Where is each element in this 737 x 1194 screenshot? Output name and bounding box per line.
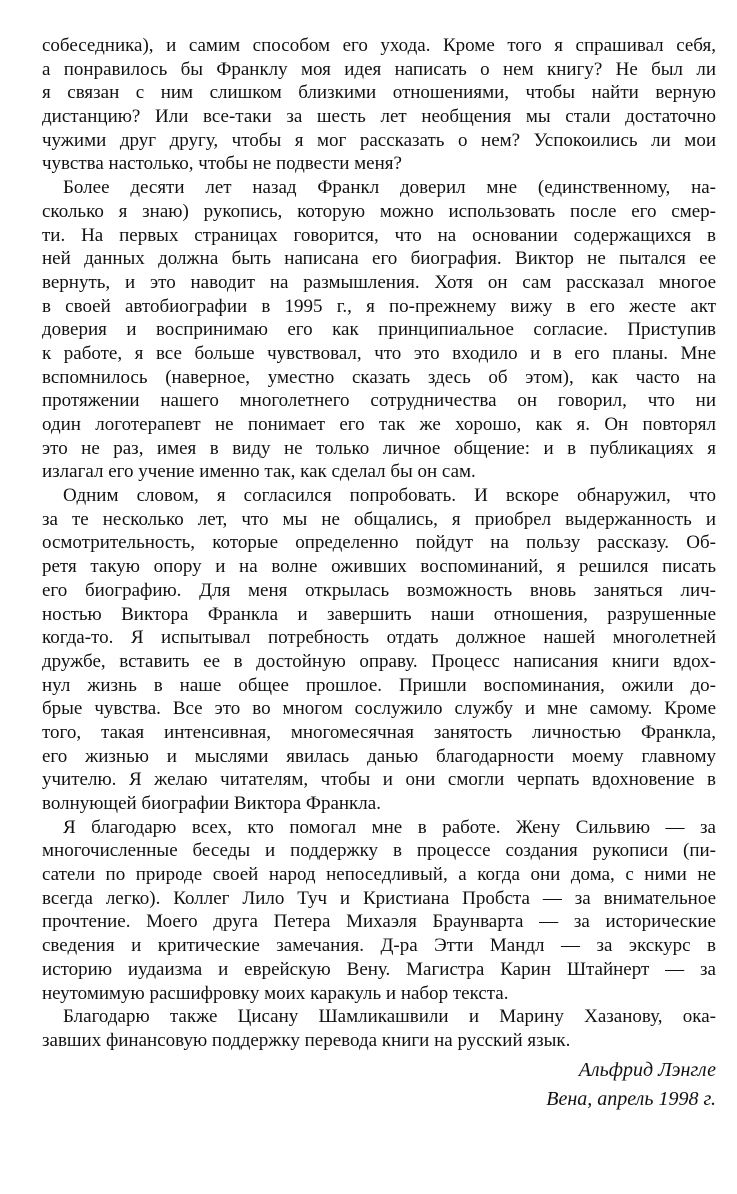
text-line: вспомнилось (наверное, уместно сказать здесь об этом), как часто на [42, 366, 716, 388]
text-line: сведения и критические замечания. Д-ра Этти Мандл — за экскурс в [42, 935, 716, 957]
text-line: брые чувства. Все это во многом сослужило службу и мне самому. Кроме [42, 698, 716, 720]
text-line: чувства настолько, чтобы не подвести меня? [42, 153, 402, 175]
text-line: Одним словом, я согласился попробовать. И вскоре обнаружил, что [63, 485, 716, 507]
signature-author: Альфрид Лэнгле [578, 1059, 716, 1081]
text-line: собеседника), и самим способом его ухода. Кроме того я спрашивал себя, [42, 35, 716, 56]
text-line: его жизнью и мыслями явилась данью благодарности моему главному [42, 745, 716, 767]
text-line: осмотрительность, которые определенно пойдут на пользу рассказу. Об- [42, 532, 716, 554]
text-line: его биографию. Для меня открылась возможность вновь заняться лич- [42, 579, 716, 601]
paragraph [42, 484, 716, 816]
text-line: чужими друг другу, чтобы я мог рассказать о нем? Успокоились ли мои [42, 129, 716, 151]
text-line: завших финансовую поддержку перевода книги на русский язык. [42, 1029, 571, 1051]
text-line: Я благодарю всех, кто помогал мне в работе. Жену Сильвию — за [63, 816, 716, 838]
text-line: ней данных должна быть написана его биография. Виктор не пытался ее [42, 248, 716, 270]
text-line: дружбе, вставить ее в достойную оправу. Процесс написания книги вдох- [42, 650, 716, 672]
text-line: многочисленные беседы и поддержку в процессе создания рукописи (пи- [42, 840, 716, 862]
text-line: за те несколько лет, что мы не общались, я приобрел выдержанность и [42, 508, 716, 530]
text-line: дистанцию? Или все-таки за шесть лет необщения мы стали достаточно [42, 106, 716, 128]
text-line: я связан с ним слишком близкими отношениями, чтобы найти верную [42, 82, 716, 104]
text-line: а понравилось бы Франклу моя идея написать о нем книгу? Не был ли [42, 58, 716, 80]
text-line: когда-то. Я испытывал потребность отдать должное нашей многолетней [42, 627, 716, 649]
text-line: вернуть, и это наводит на размышления. Хотя он сам рассказал многое [42, 271, 716, 293]
text-line: Более десяти лет назад Франкл доверил мне (единственному, на- [63, 177, 716, 199]
text-line: к работе, я все больше чувствовал, что это входило и в его планы. Мне [42, 342, 716, 364]
text-line: Благодарю также Цисану Шамликашвили и Марину Хазанову, ока- [63, 1006, 716, 1028]
text-line: в своей автобиографии в 1995 г., я по-прежнему вижу в его жесте акт [42, 295, 716, 317]
text-line: ретя такую опору и на волне оживших воспоминаний, я решился писать [42, 556, 716, 578]
text-line: учителю. Я желаю читателям, чтобы и они смогли черпать вдохновение в [42, 769, 716, 791]
text-line: излагал его учение именно так, как сделал бы он сам. [42, 461, 476, 483]
paragraph [42, 816, 716, 1006]
text-line: ти. На первых страницах говорится, что на основании содержащихся в [42, 224, 716, 246]
paragraph [42, 1005, 716, 1052]
text-line: всегда легко). Коллег Лило Туч и Кристиана Пробста — за внимательное [42, 887, 716, 909]
text-line: того, такая интенсивная, многомесячная занятость личностью Франкла, [42, 721, 716, 743]
text-line: историю иудаизма и еврейскую Вену. Магистра Карин Штайнерт — за [42, 958, 716, 980]
text-line: волнующей биографии Виктора Франкла. [42, 793, 381, 814]
text-line: сколько я знаю) рукопись, которую можно использовать после его смер- [42, 200, 716, 222]
signature-place-date: Вена, апрель 1998 г. [546, 1088, 716, 1110]
text-line: один логотерапевт не понимает его так же хорошо, как я. Он повторял [42, 414, 716, 435]
text-line: это не раз, имея в виду не только личное общение: и в публикациях я [42, 437, 716, 459]
paragraph [42, 176, 716, 484]
text-line: протяжении нашего многолетнего сотрудничества он говорил, что ни [42, 390, 716, 412]
document-body [42, 34, 716, 1053]
paragraph [42, 34, 716, 176]
text-line: доверия и воспринимаю его как принципиальное согласие. Приступив [42, 319, 716, 341]
text-line: прочтение. Моего друга Петера Михаэля Браунварта — за исторические [42, 911, 716, 933]
text-line: нул жизнь в наше общее прошлое. Пришли воспоминания, ожили до- [42, 674, 716, 696]
text-line: ностью Виктора Франкла и завершить наши отношения, разрушенные [42, 603, 716, 625]
text-line: неутомимую расшифровку моих каракуль и набор текста. [42, 982, 509, 1004]
text-line: сатели по природе своей народ непоседливый, а когда они дома, с ними не [42, 864, 716, 886]
